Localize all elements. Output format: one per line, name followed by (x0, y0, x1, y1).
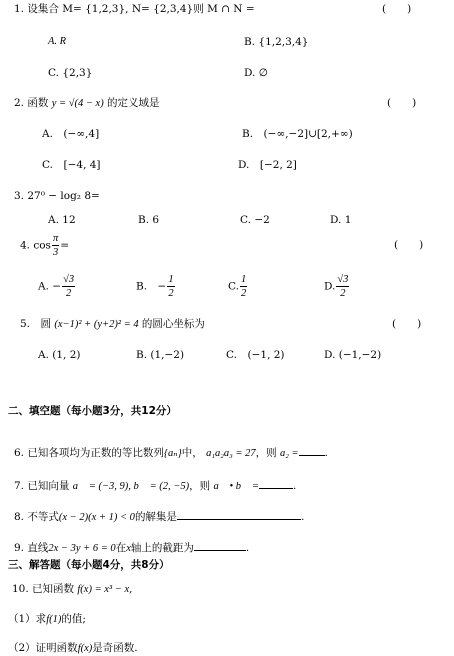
q2-stem-expr: y = √(4 − x) (51, 98, 104, 109)
q6-seq: {aₙ} (163, 448, 182, 459)
q4-d-label: D. (324, 280, 336, 293)
q5-option-d: D. (−1,−2) (324, 349, 382, 361)
q4-stem-num: π (52, 233, 59, 246)
q9-end: . (245, 542, 250, 554)
q8-answer-blank[interactable] (177, 510, 301, 520)
q4-a-label: A. − (38, 280, 62, 293)
q2-option-d: D. [−2, 2] (238, 159, 297, 171)
q3-option-b: B. 6 (138, 214, 160, 226)
q8 (14, 510, 304, 524)
q4-stem (20, 233, 69, 258)
q4-stem-den: 3 (52, 247, 59, 259)
q3-option-d: D. 1 (330, 214, 352, 226)
q7-answer-blank[interactable] (259, 479, 293, 489)
q4-option-d (324, 274, 350, 299)
q9-axis: x (126, 543, 131, 554)
section-2-title: 二、填空题（每小题3分，共12分） (8, 405, 177, 417)
q10-part-2 (8, 643, 138, 655)
q7-answer-label: a⃗ • b⃗ = (213, 481, 259, 492)
q5-option-c: C. (−1, 2) (226, 349, 285, 361)
q10 (12, 584, 132, 596)
q5-option-a: A. (1, 2) (38, 349, 81, 361)
q1-option-a: A. R (48, 36, 67, 47)
q4-a-fraction (62, 274, 75, 299)
q3-option-c: C. −2 (240, 214, 270, 226)
q4-c-label: C. (228, 280, 239, 293)
q6-answer-label: a₂ = (280, 448, 299, 459)
q2-option-a: A. (−∞,4] (42, 128, 100, 140)
q5-stem-expr: (x−1)² + (y+2)² = 4 (54, 319, 139, 330)
q7 (14, 479, 296, 493)
q5-stem (20, 319, 205, 331)
q4-d-den: 2 (340, 288, 346, 300)
q10-end: , (129, 583, 133, 595)
q9-pre: 9. 直线 (14, 542, 49, 554)
q2-stem (14, 98, 160, 110)
q2-stem-post: 的定义域是 (107, 97, 160, 109)
q6-expr: a₁a₂a₃ = 27 (206, 448, 256, 459)
q4-stem-post: = (60, 239, 70, 252)
q10-expr: f(x) = x³ − x (77, 584, 130, 595)
q4-b-fraction (167, 274, 174, 299)
q8-post: 的解集是 (134, 511, 177, 523)
q9-answer-blank[interactable] (194, 541, 246, 551)
q10-2-post: 是奇函数. (92, 642, 138, 654)
q4-option-b (136, 274, 176, 299)
q2-option-b: B. (−∞,−2]∪[2,+∞) (242, 128, 353, 140)
q5-stem-pre: 5. 圆 (20, 318, 52, 330)
q7-mid: ，则 (189, 480, 211, 492)
q5-paren: ( ) (392, 318, 422, 330)
q9-post: 轴上的截距为 (130, 542, 194, 554)
q7-expr: a⃗ = (−3, 9), b⃗ = (2, −5) (72, 481, 190, 492)
q3-option-a: A. 12 (48, 214, 76, 226)
q4-a-den: 2 (65, 288, 72, 300)
q4-d-num: √3 (336, 274, 349, 287)
q6-pre: 6. 已知各项均为正数的等比数列 (14, 447, 164, 459)
q10-pre: 10. 已知函数 (12, 583, 75, 595)
q9-expr: 2x − 3y + 6 = 0 (48, 543, 116, 554)
q2-paren: ( ) (387, 97, 417, 109)
q4-paren: ( ) (394, 239, 424, 251)
q10-2-pre: （2）证明函数 (8, 642, 78, 654)
q10-1-post: 的值; (61, 613, 86, 625)
q4-b-label: B. − (136, 280, 167, 293)
q1-paren: ( ) (382, 3, 412, 15)
q4-c-den: 2 (241, 288, 247, 300)
q7-pre: 7. 已知向量 (14, 480, 70, 492)
q8-end: . (300, 511, 305, 523)
q4-option-c (228, 274, 248, 299)
q6 (14, 446, 328, 460)
q6-mid: 中， (181, 447, 203, 459)
q10-1-expr: f(1) (46, 614, 62, 625)
q6-answer-blank[interactable] (299, 446, 325, 456)
q1-option-d: D. ∅ (244, 67, 268, 79)
q6-post: ，则 (255, 447, 277, 459)
q9-mid: 在 (115, 542, 127, 554)
q5-option-b: B. (1,−2) (136, 349, 185, 361)
q2-stem-pre: 2. 函数 (14, 97, 49, 109)
q10-part-1 (8, 614, 86, 626)
q1-option-c: C. {2,3} (48, 67, 93, 79)
q10-2-expr: f(x) (77, 643, 93, 654)
section-3-title: 三、解答题（每小题4分，共8分） (8, 559, 170, 571)
q8-pre: 8. 不等式 (14, 511, 59, 523)
q2-option-c: C. [−4, 4] (42, 159, 101, 171)
q5-stem-post: 的圆心坐标为 (141, 318, 205, 330)
q7-end: . (292, 480, 297, 492)
q3-stem: 3. 27⁰ − log₂ 8= (14, 190, 100, 202)
q4-d-fraction (336, 274, 349, 299)
q4-c-fraction (240, 274, 247, 299)
q6-end: . (324, 447, 328, 459)
q4-b-den: 2 (168, 288, 174, 300)
q1-option-b: B. {1,2,3,4} (244, 36, 309, 48)
q1-stem: 1. 设集合 M= {1,2,3}, N= {2,3,4}则 M ∩ N = (14, 3, 255, 15)
q9 (14, 541, 249, 555)
q4-stem-pre: 4. cos (20, 239, 51, 252)
q4-b-num: 1 (167, 274, 174, 287)
q8-expr: (x − 2)(x + 1) < 0 (58, 512, 135, 523)
q4-stem-fraction (52, 233, 59, 258)
q10-1-pre: （1）求 (8, 613, 47, 625)
q4-a-num: √3 (62, 274, 75, 287)
q4-option-a (38, 274, 76, 299)
q4-c-num: 1 (240, 274, 247, 287)
